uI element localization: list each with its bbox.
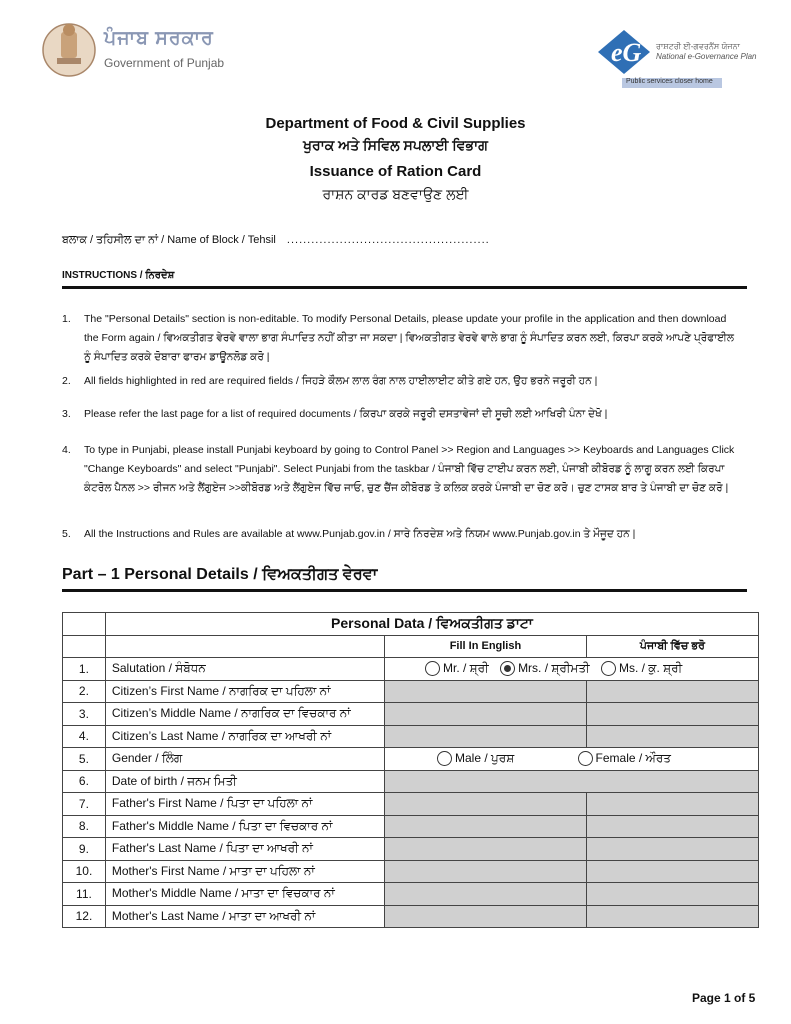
- last-name-punjabi-input[interactable]: [586, 725, 758, 748]
- part-heading: Part – 1 Personal Details / ਵਿਅਕਤੀਗਤ ਵੇਰਵਾ: [62, 566, 378, 583]
- middle-name-punjabi-input[interactable]: [586, 703, 758, 726]
- block-tehsil-label: ਬਲਾਕ / ਤਹਿਸੀਲ ਦਾ ਨਾਂ / Name of Block / Tehsil: [62, 234, 276, 246]
- table-row: 9. Father's Last Name / ਪਿਤਾ ਦਾ ਆਖਰੀ ਨਾਂ: [63, 838, 759, 861]
- egov-tagline: Public services closer home: [626, 78, 713, 85]
- column-english: Fill In English: [385, 635, 587, 658]
- page-number: Page 1 of 5: [692, 991, 756, 1005]
- personal-data-table: [62, 612, 759, 928]
- mother-first-punjabi-input[interactable]: [586, 860, 758, 883]
- salutation-ms-option[interactable]: Ms. / ਕੁ. ਸ਼੍ਰੀ: [601, 661, 682, 676]
- svg-text:eG: eG: [611, 38, 642, 67]
- gov-name-english: Government of Punjab: [104, 56, 225, 70]
- instruction-text: All the Instructions and Rules are available at www.Punjab.gov.in / ਸਾਰੇ ਨਿਰਦੇਸ਼ ਅਤੇ ਨਿਯਮ www.Punjab.gov.in ਤੇ ਮੌਜੂਦ ਹਨ |: [84, 528, 636, 540]
- father-last-punjabi-input[interactable]: [586, 838, 758, 861]
- table-row: 7. Father's First Name / ਪਿਤਾ ਦਾ ਪਹਿਲਾ ਨਾਂ: [63, 793, 759, 816]
- table-row: 5. Gender / ਲਿੰਗ Male / ਪੁਰਸ਼ Female / ਔਰਤ: [63, 748, 759, 771]
- radio-icon[interactable]: [601, 661, 616, 676]
- table-row: 3. Citizen’s Middle Name / ਨਾਗਰਿਕ ਦਾ ਵਿਚਕਾਰ ਨਾਂ: [63, 703, 759, 726]
- mother-last-punjabi-input[interactable]: [586, 905, 758, 928]
- gov-name-punjabi: ਪੰਜਾਬ ਸਰਕਾਰ: [104, 28, 214, 49]
- radio-icon[interactable]: [437, 751, 452, 766]
- radio-icon[interactable]: [578, 751, 593, 766]
- instruction-item: [62, 441, 742, 498]
- block-tehsil-field[interactable]: ..................................................: [286, 234, 490, 246]
- instruction-number: 2.: [62, 375, 71, 387]
- dept-title-punjabi: ਖੁਰਾਕ ਅਤੇ ਸਿਵਿਲ ਸਪਲਾਈ ਵਿਭਾਗ: [303, 137, 488, 153]
- table-row: 4. Citizen’s Last Name / ਨਾਗਰਿਕ ਦਾ ਆਖਰੀ ਨਾਂ: [63, 725, 759, 748]
- instruction-text: To type in Punjabi, please install Punjabi keyboard by going to Control Panel >> Region and Languages >> Keyboards and Languages Click "Change Keyboards" and select "Punjabi". Select Punjabi from the taskbar / ਪੰਜਾਬੀ ਵਿੱਚ ਟਾਈਪ ਕਰਨ ਲਈ, ਪੰਜਾਬੀ ਕੀਬੋਰਡ ਨੂੰ ਲਾਗੂ ਕਰਨ ਲਈ ਕਿਰਪਾ ਕੰਟਰੋਲ ਪੈਨਲ >> ਰੀਜਨ ਅਤੇ ਲੈਂਗੁਏਜ >>ਕੀਬੋਰਡ ਅਤੇ ਲੈਂਗੁਏਜ ਵਿੱਚ ਜਾਓ, ਚੁਣ ਚੈਂਜ ਕੀਬੋਰਡ ਤੇ ਕਲਿਕ ਕਰਕੇ ਪੰਜਾਬੀ ਦਾ ਚੋਣ ਕਰੋ। ਚੁਣ ਟਾਸਕ ਬਾਰ ਤੇ ਪੰਜਾਬੀ ਦਾ ਚੋਣ ਕਰੋ |: [84, 444, 735, 494]
- instruction-number: 4.: [62, 444, 71, 456]
- gender-label: Gender / ਲਿੰਗ: [105, 748, 384, 771]
- instruction-text: The "Personal Details" section is non-editable. To modify Personal Details, please update your profile in the application and then download the Form again / ਵਿਅਕਤੀਗਤ ਵੇਰਵੇ ਵਾਲਾ ਭਾਗ ਸੰਪਾਦਿਤ ਨਹੀਂ ਕੀਤਾ ਜਾ ਸਕਦਾ | ਵਿਅਕਤੀਗਤ ਵੇਰਵੇ ਵਾਲੇ ਭਾਗ ਨੂੰ ਸੰਪਾਦਿਤ ਕਰਨ ਲਈ, ਕਿਰਪਾ ਕਰਕੇ ਆਪਣੇ ਪ੍ਰੋਫਾਈਲ ਨੂੰ ਸੰਪਾਦਿਤ ਕਰਕੇ ਦੋਬਾਰਾ ਫਾਰਮ ਡਾਊਨਲੋਡ ਕਰੋ |: [84, 313, 734, 363]
- table-row: 1. Salutation / ਸੰਬੋਧਨ Mr. / ਸ਼੍ਰੀ Mrs. / ਸ਼੍ਰੀਮਤੀ Ms. / ਕੁ. ਸ਼੍ਰੀ: [63, 658, 759, 681]
- table-title-row: [63, 613, 759, 636]
- gender-male-option[interactable]: Male / ਪੁਰਸ਼: [437, 751, 514, 766]
- punjab-emblem-icon: [40, 18, 98, 78]
- table-title: Personal Data / ਵਿਅਕਤੀਗਤ ਡਾਟਾ: [105, 613, 758, 636]
- father-middle-english-input[interactable]: [385, 815, 587, 838]
- instruction-item: [62, 405, 742, 424]
- egov-line-punjabi: ਰਾਸ਼ਟਰੀ ਈ-ਗਵਰਨੈਂਸ ਯੋਜਨਾ: [656, 42, 740, 51]
- table-row: 8. Father's Middle Name / ਪਿਤਾ ਦਾ ਵਿਚਕਾਰ ਨਾਂ: [63, 815, 759, 838]
- salutation-mr-option[interactable]: Mr. / ਸ਼੍ਰੀ: [425, 661, 489, 676]
- salutation-options: [385, 658, 759, 681]
- block-tehsil-line: [62, 234, 490, 247]
- salutation-label: Salutation / ਸੰਬੋਧਨ: [105, 658, 384, 681]
- instruction-text: All fields highlighted in red are required fields / ਜਿਹੜੇ ਕੌਲਮ ਲਾਲ ਰੰਗ ਨਾਲ ਹਾਈਲਾਈਟ ਕੀਤੇ ਗਏ ਹਨ, ਉਹ ਭਰਨੇ ਜਰੂਰੀ ਹਨ |: [84, 375, 598, 387]
- part-divider: [62, 589, 747, 592]
- table-header-row: [63, 635, 759, 658]
- egov-tagline-strip: [622, 78, 722, 88]
- mother-last-english-input[interactable]: [385, 905, 587, 928]
- mother-first-english-input[interactable]: [385, 860, 587, 883]
- radio-selected-icon[interactable]: [500, 661, 515, 676]
- issue-title-punjabi: ਰਾਸ਼ਨ ਕਾਰਡ ਬਣਵਾਉਣ ਲਈ: [322, 186, 469, 202]
- instruction-item: [62, 310, 742, 367]
- instructions-divider: [62, 286, 747, 289]
- father-first-english-input[interactable]: [385, 793, 587, 816]
- salutation-mrs-option[interactable]: Mrs. / ਸ਼੍ਰੀਮਤੀ: [500, 661, 590, 676]
- table-row: 11. Mother's Middle Name / ਮਾਤਾ ਦਾ ਵਿਚਕਾਰ ਨਾਂ: [63, 883, 759, 906]
- table-row: 10. Mother's First Name / ਮਾਤਾ ਦਾ ਪਹਿਲਾ ਨਾਂ: [63, 860, 759, 883]
- table-row: 2. Citizen’s First Name / ਨਾਗਰਿਕ ਦਾ ਪਹਿਲਾ ਨਾਂ: [63, 680, 759, 703]
- instruction-item: [62, 372, 742, 391]
- middle-name-english-input[interactable]: [385, 703, 587, 726]
- gender-female-option[interactable]: Female / ਔਰਤ: [578, 751, 671, 766]
- mother-middle-english-input[interactable]: [385, 883, 587, 906]
- dept-title-english: Department of Food & Civil Supplies: [265, 115, 526, 132]
- egov-line-english: National e-Governance Plan: [656, 52, 757, 61]
- first-name-english-input[interactable]: [385, 680, 587, 703]
- table-row: 6. Date of birth / ਜਨਮ ਮਿਤੀ: [63, 770, 759, 793]
- last-name-english-input[interactable]: [385, 725, 587, 748]
- column-punjabi: ਪੰਜਾਬੀ ਵਿੱਚ ਭਰੋ: [586, 635, 758, 658]
- dob-input[interactable]: [385, 770, 759, 793]
- egov-logo-icon: [596, 28, 652, 76]
- instructions-heading: INSTRUCTIONS / ਨਿਰਦੇਸ਼: [62, 270, 175, 281]
- first-name-punjabi-input[interactable]: [586, 680, 758, 703]
- father-middle-punjabi-input[interactable]: [586, 815, 758, 838]
- radio-icon[interactable]: [425, 661, 440, 676]
- instruction-item: [62, 525, 742, 544]
- mother-middle-punjabi-input[interactable]: [586, 883, 758, 906]
- father-last-english-input[interactable]: [385, 838, 587, 861]
- instruction-text: Please refer the last page for a list of required documents / ਕਿਰਪਾ ਕਰਕੇ ਜਰੂਰੀ ਦਸਤਾਵੇਜਾਂ ਦੀ ਸੂਚੀ ਲਈ ਆਖਿਰੀ ਪੰਨਾ ਦੇਖੋ |: [84, 408, 608, 420]
- table-row: 12. Mother's Last Name / ਮਾਤਾ ਦਾ ਆਖਰੀ ਨਾਂ: [63, 905, 759, 928]
- instruction-number: 1.: [62, 313, 71, 325]
- issue-title-english: Issuance of Ration Card: [309, 163, 482, 180]
- gender-options: [385, 748, 759, 771]
- instruction-number: 5.: [62, 528, 71, 540]
- instruction-number: 3.: [62, 408, 71, 420]
- father-first-punjabi-input[interactable]: [586, 793, 758, 816]
